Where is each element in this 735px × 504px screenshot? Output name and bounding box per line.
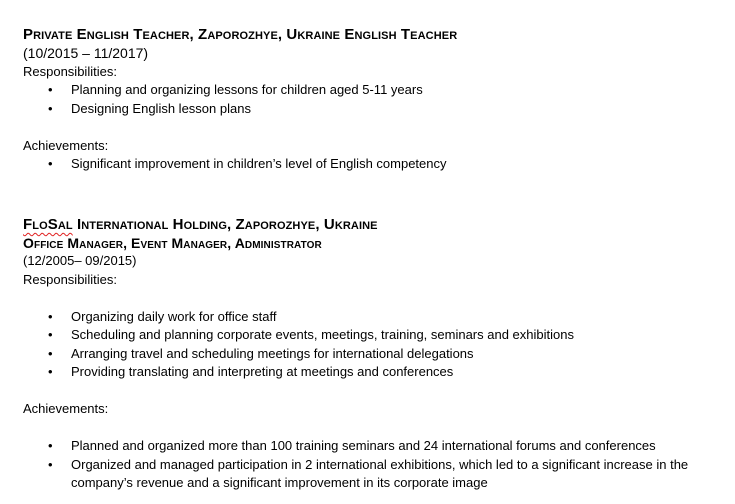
job-title-heading: Office Manager, Event Manager, Administrator [23, 235, 322, 251]
job-dates: (12/2005– 09/2015) [23, 253, 137, 268]
list-item [23, 456, 729, 493]
job-section-flosal [23, 216, 729, 493]
responsibilities-label: Responsibilities: [23, 63, 117, 79]
list-item [23, 155, 729, 174]
list-item [23, 100, 729, 119]
bullet-icon: • [48, 438, 53, 453]
list-item-text: Organizing daily work for office staff [71, 308, 277, 324]
bullet-icon: • [48, 345, 53, 361]
list-item-text: Providing translating and interpreting at meetings and conferences [71, 364, 454, 379]
list-item-text: Designing English lesson plans [71, 100, 251, 116]
bullet-icon: • [48, 327, 53, 342]
responsibilities-list [23, 81, 729, 118]
list-item-text: Planning and organizing lessons for children aged 5-11 years [71, 82, 423, 97]
bullet-icon: • [48, 364, 53, 379]
list-item-text: Planned and organized more than 100 training seminars and 24 international forums and conferences [71, 438, 656, 453]
achievements-list [23, 437, 729, 493]
list-item-text: Arranging travel and scheduling meetings for international delegations [71, 345, 474, 361]
achievements-label: Achievements: [23, 137, 109, 153]
list-item [23, 363, 729, 382]
list-item-text: Scheduling and planning corporate events, meetings, training, seminars and exhibitions [71, 327, 574, 342]
job-section-private-teacher [23, 26, 729, 174]
job-heading: Private English Teacher, Zaporozhye, Ukraine English Teacher [23, 26, 458, 43]
bullet-icon: • [48, 156, 53, 171]
company-heading-rest: International Holding, Zaporozhye, Ukraine [72, 216, 378, 233]
list-item [23, 326, 729, 345]
bullet-icon: • [48, 100, 53, 116]
bullet-icon: • [48, 82, 53, 97]
bullet-icon: • [48, 308, 53, 324]
achievements-list [23, 155, 729, 174]
list-item-text: Organized and managed participation in 2 international exhibitions, which led to a significant increase in the company’s revenue and a significant improvement in its corporate image [71, 456, 689, 490]
list-item [23, 345, 729, 364]
bullet-icon: • [48, 456, 53, 472]
list-item-text: Significant improvement in children’s level of English competency [71, 156, 447, 171]
list-item [23, 437, 729, 456]
misspelled-word[interactable]: FloSal [23, 216, 73, 233]
list-item [23, 81, 729, 100]
job-dates: (10/2015 – 11/2017) [23, 45, 149, 61]
list-item [23, 308, 729, 327]
achievements-label: Achievements: [23, 401, 109, 416]
company-heading [23, 216, 729, 234]
responsibilities-label: Responsibilities: [23, 271, 117, 287]
responsibilities-list [23, 308, 729, 382]
